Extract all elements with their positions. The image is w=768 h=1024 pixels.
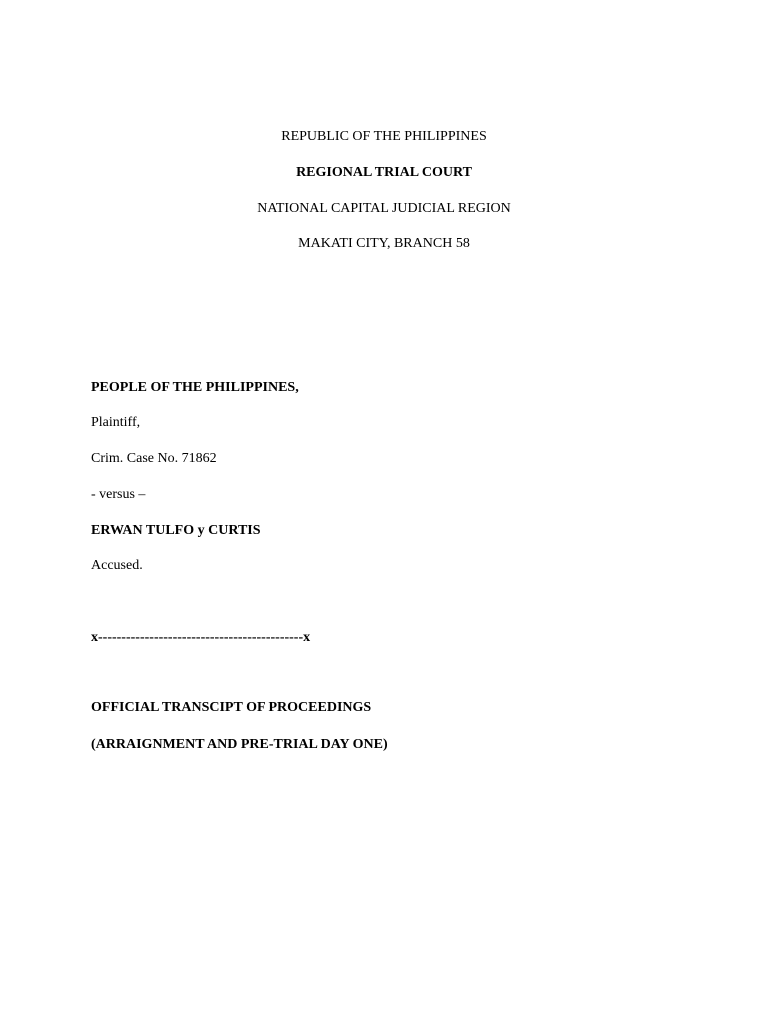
document-title: OFFICIAL TRANSCIPT OF PROCEEDINGS	[91, 700, 372, 715]
republic-heading: REPUBLIC OF THE PHILIPPINES	[281, 129, 487, 144]
plaintiff-name: PEOPLE OF THE PHILIPPINES,	[91, 380, 299, 395]
branch-heading: MAKATI CITY, BRANCH 58	[298, 236, 470, 251]
versus-label: - versus –	[91, 487, 146, 502]
case-number: Crim. Case No. 71862	[91, 451, 217, 466]
accused-name: ERWAN TULFO y CURTIS	[91, 523, 261, 538]
accused-role: Accused.	[91, 558, 143, 573]
plaintiff-role: Plaintiff,	[91, 415, 141, 430]
region-heading: NATIONAL CAPITAL JUDICIAL REGION	[257, 201, 511, 216]
court-heading: REGIONAL TRIAL COURT	[296, 165, 472, 180]
document-subtitle: (ARRAIGNMENT AND PRE-TRIAL DAY ONE)	[91, 737, 388, 752]
caption-separator: x--------------------------------------------x	[91, 630, 311, 645]
